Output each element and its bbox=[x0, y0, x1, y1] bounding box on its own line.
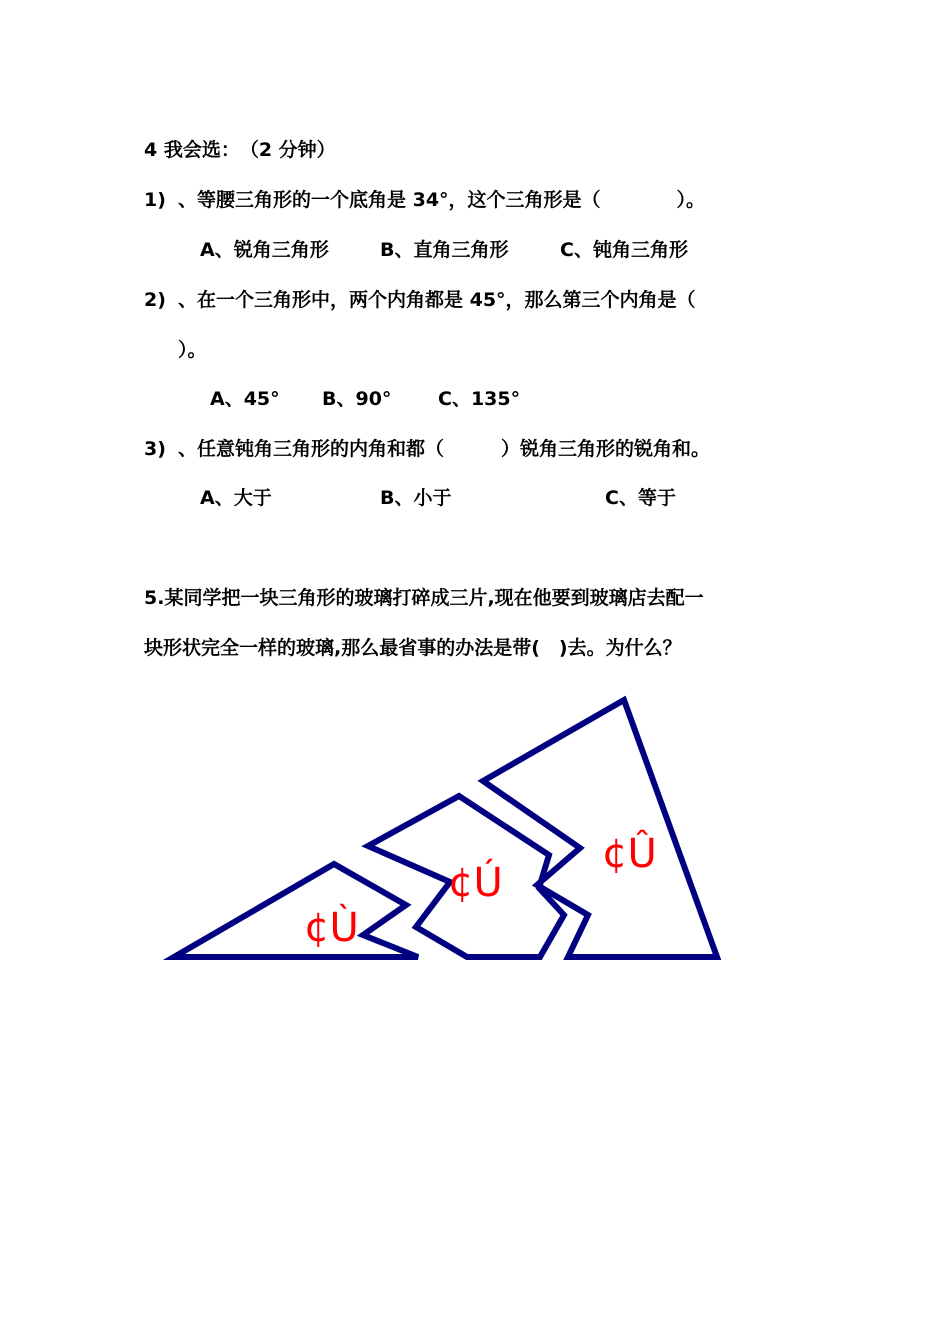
section-5-line-2: 块形状完全一样的玻璃,那么最省事的办法是带( )去。为什么？ bbox=[144, 637, 682, 659]
question-3-number: 3) bbox=[144, 438, 166, 460]
glass-piece-right-label: ¢Û bbox=[602, 831, 657, 877]
question-1-number: 1) bbox=[144, 189, 166, 211]
question-3-text: 、任意钝角三角形的内角和都（ ）锐角三角形的锐角和。 bbox=[178, 438, 711, 460]
glass-piece-right[interactable] bbox=[483, 700, 717, 957]
question-2-text-continued: ）。 bbox=[178, 339, 207, 361]
question-1-text: 、等腰三角形的一个底角是 34°，这个三角形是（ ）。 bbox=[178, 189, 706, 211]
section-4-heading: 4 我会选： （2 分钟） bbox=[144, 139, 336, 161]
question-3-option-b[interactable]: B、小于 bbox=[380, 487, 452, 509]
question-2-option-b[interactable]: B、90° bbox=[322, 388, 392, 410]
question-1-option-c[interactable]: C、钝角三角形 bbox=[560, 239, 688, 261]
question-2-option-a[interactable]: A、45° bbox=[210, 388, 280, 410]
question-2-option-c[interactable]: C、135° bbox=[438, 388, 521, 410]
question-3-option-c[interactable]: C、等于 bbox=[605, 487, 676, 509]
question-2-number: 2) bbox=[144, 289, 166, 311]
question-1-option-a[interactable]: A、锐角三角形 bbox=[200, 239, 329, 261]
section-5-line-1: 5.某同学把一块三角形的玻璃打碎成三片,现在他要到玻璃店去配一 bbox=[144, 587, 704, 609]
question-3-option-a[interactable]: A、大于 bbox=[200, 487, 272, 509]
question-1-option-b[interactable]: B、直角三角形 bbox=[380, 239, 509, 261]
glass-piece-middle-label: ¢Ú bbox=[448, 860, 503, 906]
glass-piece-left[interactable] bbox=[174, 864, 418, 957]
glass-piece-left-label: ¢Ù bbox=[304, 905, 359, 951]
question-2-text: 、在一个三角形中，两个内角都是 45°，那么第三个内角是（ bbox=[178, 289, 696, 311]
